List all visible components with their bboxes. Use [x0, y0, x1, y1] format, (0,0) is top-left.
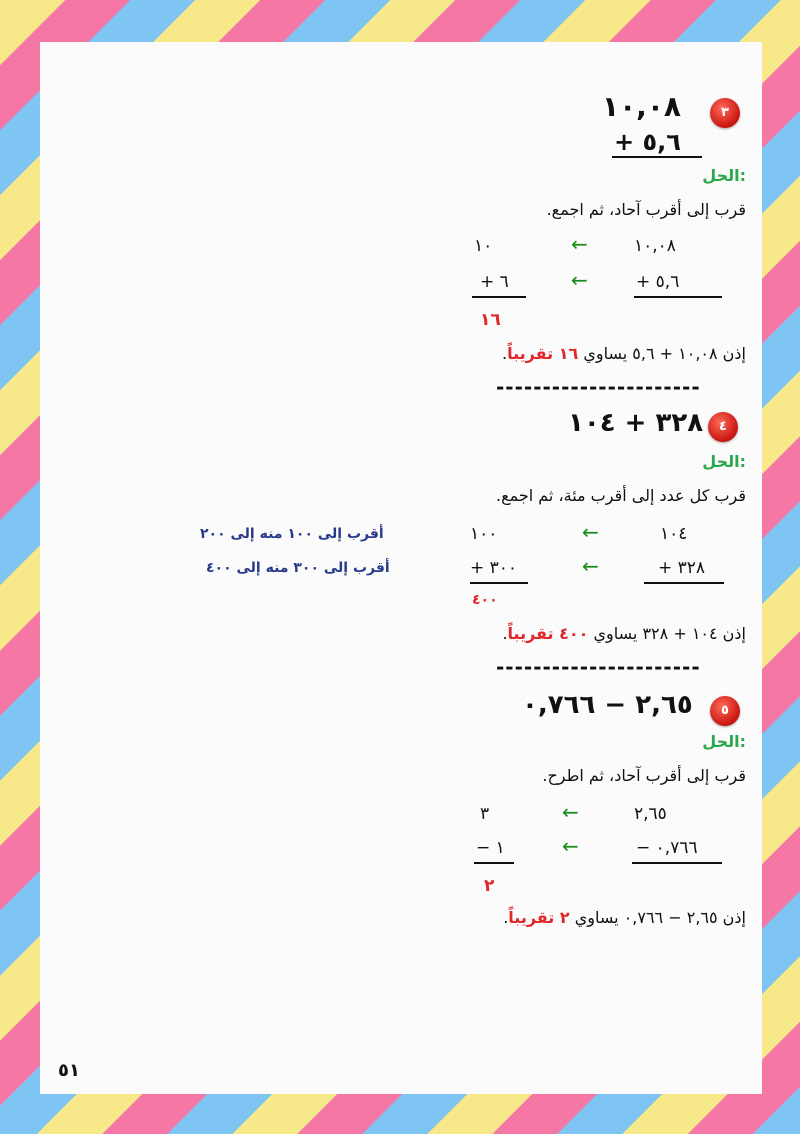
- problem-3-conclusion-value: ١٦ تقريباً: [507, 344, 579, 363]
- problem-3-row2-original: ٥,٦ +: [636, 272, 680, 292]
- arrow-icon: ←: [582, 520, 599, 544]
- problem-5-row2-original: ٠,٧٦٦ −: [636, 838, 698, 858]
- problem-5-result: ٢: [484, 876, 495, 896]
- problem-4-solution-label: الحل:: [702, 452, 746, 471]
- problem-4-row1-rounded: ١٠٠: [470, 524, 498, 544]
- problem-4-rounded-line: [470, 582, 528, 584]
- problem-4-row1-original: ١٠٤: [660, 524, 688, 544]
- separator-2: ----------------------: [496, 655, 701, 679]
- problem-3-row1-original: ١٠,٠٨: [634, 236, 676, 256]
- problem-5-conclusion-end: .: [503, 908, 509, 927]
- problem-3-sum-line: [612, 156, 702, 158]
- problem-3-instruction: قرب إلى أقرب آحاد، ثم اجمع.: [546, 200, 746, 219]
- separator-1: ----------------------: [496, 375, 701, 399]
- problem-4-conclusion: [502, 624, 746, 643]
- problem-5-solution-label: الحل:: [702, 732, 746, 751]
- problem-4-conclusion-end: .: [502, 624, 508, 643]
- problem-4-conclusion-prefix: إذن ١٠٤ + ٣٢٨ يساوي: [593, 624, 746, 643]
- problem-4-note-1: أقرب إلى ١٠٠ منه إلى ٢٠٠: [200, 526, 384, 542]
- problem-5-row1-original: ٢,٦٥: [634, 804, 667, 824]
- problem-3-top-number: ١٠,٠٨: [602, 90, 681, 123]
- problem-3-number-badge: ٣: [710, 98, 740, 128]
- problem-5-rounded-line: [474, 862, 514, 864]
- problem-5-number-badge: ٥: [710, 696, 740, 726]
- problem-4-result: ٤٠٠: [472, 592, 498, 608]
- arrow-icon: ←: [571, 232, 588, 256]
- problem-4-number-badge: ٤: [708, 412, 738, 442]
- problem-3-original-line: [634, 296, 722, 298]
- problem-4-note-2: أقرب إلى ٣٠٠ منه إلى ٤٠٠: [206, 560, 390, 576]
- problem-4-row2-original: ٣٢٨ +: [658, 558, 706, 578]
- problem-4-row2-rounded: ٣٠٠ +: [470, 558, 518, 578]
- problem-4-expression: ٣٢٨ + ١٠٤: [568, 408, 704, 438]
- problem-5-conclusion: [503, 908, 746, 927]
- page-sheet: [40, 42, 762, 1094]
- problem-3-solution-label: الحل:: [702, 166, 746, 185]
- page-number: ٥١: [58, 1060, 80, 1081]
- arrow-icon: ←: [562, 834, 579, 858]
- arrow-icon: ←: [582, 554, 599, 578]
- arrow-icon: ←: [571, 268, 588, 292]
- problem-3-conclusion-prefix: إذن ١٠,٠٨ + ٥,٦ يساوي: [583, 344, 746, 363]
- problem-4-instruction: قرب كل عدد إلى أقرب مئة، ثم اجمع.: [495, 486, 746, 505]
- problem-5-instruction: قرب إلى أقرب آحاد، ثم اطرح.: [542, 766, 746, 785]
- problem-5-expression: ٢,٦٥ − ٠,٧٦٦: [522, 690, 693, 720]
- problem-3-conclusion-end: .: [502, 344, 508, 363]
- problem-3-row1-rounded: ١٠: [474, 236, 493, 256]
- problem-3-bottom-number: ٥,٦ +: [614, 128, 681, 156]
- problem-5-original-line: [632, 862, 722, 864]
- problem-3-rounded-line: [472, 296, 526, 298]
- problem-3-row2-rounded: ٦ +: [480, 272, 509, 292]
- problem-4-conclusion-value: ٤٠٠ تقريباً: [507, 624, 589, 643]
- problem-5-row1-rounded: ٣: [480, 804, 490, 824]
- problem-5-conclusion-value: ٢ تقريباً: [508, 908, 570, 927]
- problem-5-conclusion-prefix: إذن ٢,٦٥ − ٠,٧٦٦ يساوي: [574, 908, 746, 927]
- arrow-icon: ←: [562, 800, 579, 824]
- problem-5-row2-rounded: ١ −: [476, 838, 505, 858]
- problem-3-result: ١٦: [480, 310, 501, 330]
- problem-3-conclusion: [502, 344, 746, 363]
- problem-4-original-line: [644, 582, 724, 584]
